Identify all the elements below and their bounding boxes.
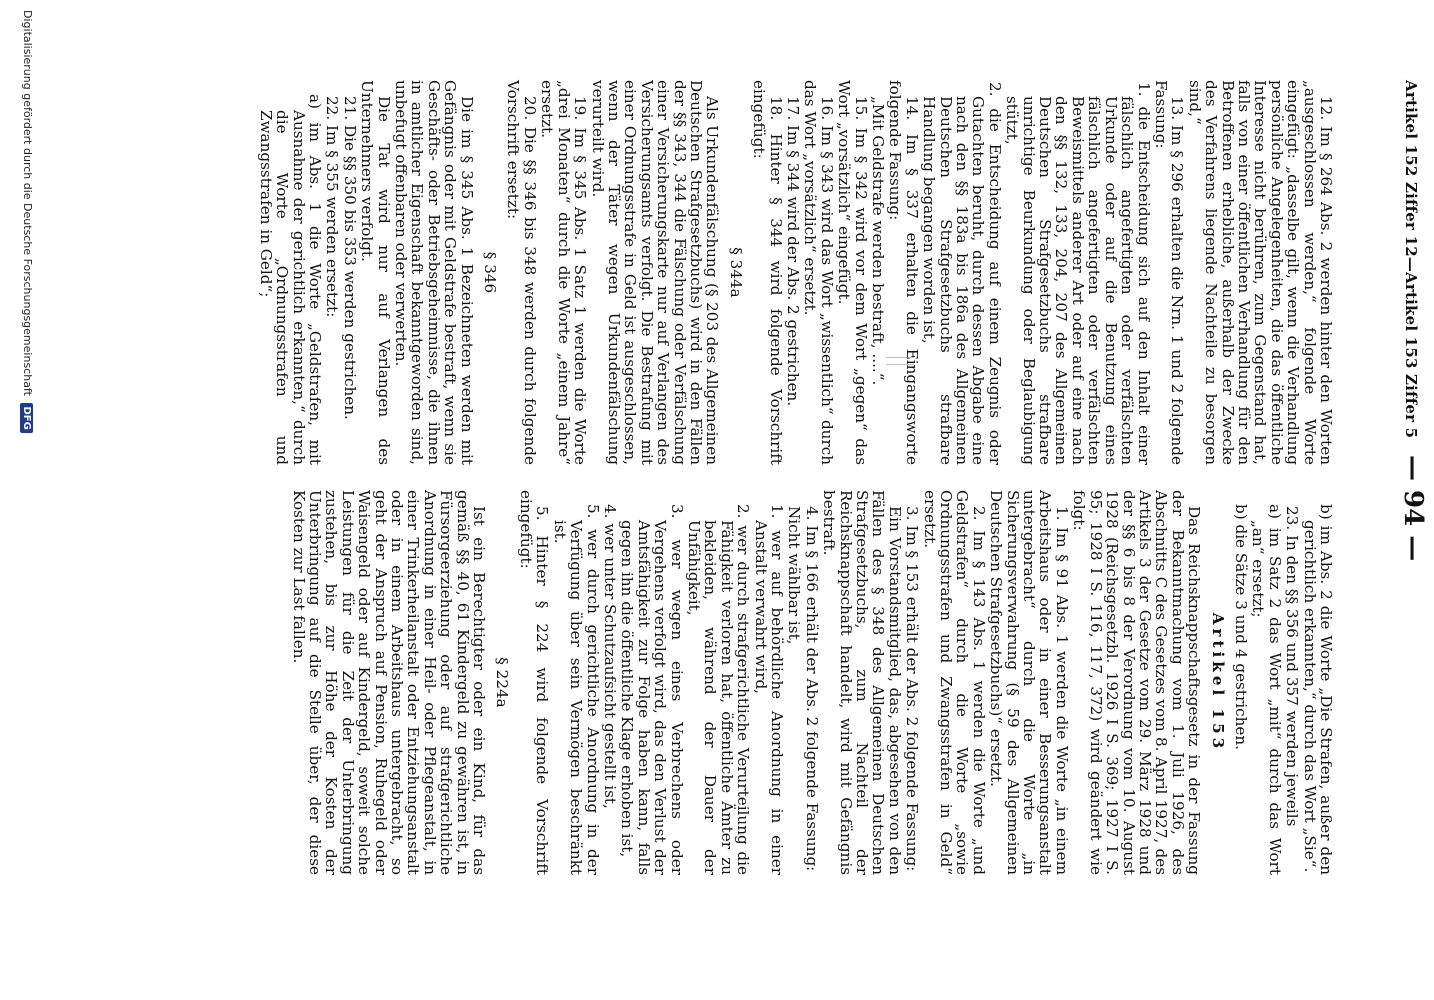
footer-text: Digitalisierung gefördert durch die Deutsche Forschungsgemeinschaft bbox=[21, 10, 34, 396]
running-title: Artikel 152 Ziffer 12—Artikel 153 Ziffer 5 bbox=[1402, 80, 1420, 439]
list-item: 1. die Entscheidung sich auf den Inhalt einer fälschlich angefertigten oder verfälschten Urkunde oder auf die Benutzung eines fälschlich angefertigten oder verfälschten Beweismittels anderer Art oder auf eine nach den §§ 132, 133, 204, 207 des Allgemeinen Deutschen Strafgesetzbuchs strafbare unrichtige Beurkundung oder Beglaubigung stützt, bbox=[1003, 82, 1153, 465]
paragraph: Das Reichsknappschaftsgesetz in der Fassung der Bekanntmachung vom 1. Juli 1926, des Abschnitts C des Gesetzes vom 8. April 1927, des Artikels 3 der Gesetze vom 29. März 1928 und der §§ 6 bis 8 der Verordnung vom 10. August 1928 (Reichsgesetzbl. 1926 I S. 369; 1927 I S. 95; 1928 I S. 116, 117, 372) wird geändert wie folgt: bbox=[1070, 490, 1204, 875]
digitization-footer bbox=[20, 10, 34, 433]
paragraph: Ein Vorstandsmitglied, das, abgesehen von den Fällen des § 348 des Allgemeinen Deutschen Strafgesetzbuchs, zum Nachteil der Reichsknappschaft handelt, wird mit Gefängnis bestraft. bbox=[820, 490, 904, 875]
section-heading: § 346 bbox=[481, 251, 500, 294]
paragraph: 14. Im § 337 erhalten die Eingangsworte folgende Fassung: bbox=[886, 80, 921, 465]
right-column bbox=[289, 490, 1334, 875]
paragraph: 2. Im § 143 Abs. 1 werden die Worte „und Geldstrafen“ durch die Worte „sowie Ordnungsstrafen und Zwangsstrafen in Geld“ ersetzt. bbox=[920, 490, 988, 875]
paragraph: 23. In den §§ 356 und 357 werden jeweils bbox=[1283, 506, 1302, 827]
list-item: 3. wer wegen eines Verbrechens oder Vergehens verfolgt wird, das den Verlust der Amtsfähigkeit zur Folge haben kann, falls gegen ihn die öffentliche Klage erhoben ist, bbox=[618, 504, 686, 875]
dfg-logo: DFG bbox=[20, 403, 33, 432]
left-column bbox=[256, 80, 1334, 465]
paragraph: 13. Im § 296 erhalten die Nrn. 1 und 2 folgende Fassung: bbox=[1151, 80, 1187, 465]
paragraph: 19. Im § 345 Abs. 1 Satz 1 werden die Worte „drei Monaten“ durch die Worte „einem Jahre“ ersetzt. bbox=[538, 80, 590, 465]
article-heading: Artikel 153 bbox=[1208, 612, 1227, 753]
paragraph: Nicht wählbar ist, bbox=[785, 506, 804, 645]
list-item: 5. wer durch gerichtliche Anordnung in der Verfügung über sein Vermögen beschränkt ist. bbox=[550, 504, 602, 875]
paragraph: 20. Die §§ 346 bis 348 werden durch folgende Vorschrift ersetzt: bbox=[504, 80, 539, 465]
paragraph: 22. Im § 355 werden ersetzt: bbox=[323, 96, 342, 318]
list-item: 1. wer auf behördliche Anordnung in einer Anstalt verwahrt wird, bbox=[751, 504, 786, 875]
paragraph: 15. Im § 342 wird vor dem Wort „gegen“ das Wort „vorsätzlich“ eingefügt. bbox=[835, 80, 870, 465]
list-item: a) im Abs. 1 die Worte „Geldstrafen, mit Ausnahme der gerichtlich erkannten,“ durch die Worte „Ordnungsstrafen und Zwangsstrafen in Geld“; bbox=[256, 94, 325, 465]
list-item: 4. wer unter Schutzaufsicht gestellt ist, bbox=[600, 504, 619, 809]
list-item: b) die Sätze 3 und 4 gestrichen. bbox=[1231, 504, 1250, 750]
paragraph: 1. Im § 91 Abs. 1 werden die Worte „in einem Arbeitshaus oder in einer Besserungsanstalt untergebracht“ durch die Worte „in Sicherungsverwahrung (§ 59 des Allgemeinen Deutschen Strafgesetzbuchs)“ ersetzt. bbox=[987, 490, 1071, 875]
scan-mark bbox=[886, 357, 914, 365]
paragraph: „Mit Geldstrafe werden bestraft, ....“. bbox=[869, 96, 888, 386]
paragraph: 21. Die §§ 350 bis 353 werden gestrichen. bbox=[340, 96, 359, 420]
paragraph: Als Urkundenfälschung (§ 203 des Allgemeinen Deutschen Strafgesetzbuchs) wird in den Fällen der §§ 343, 344 die Fälschung oder Verfälschung einer Versicherungskarte nur auf Verlangen des Versicherungsamts verfolgt. Die Bestrafung mit einer Ordnungsstrafe in Geld ist ausgeschlossen, wenn der Täter wegen Urkundenfälschung verurteilt wird. bbox=[588, 80, 722, 465]
paragraph: Die Tat wird nur auf Verlangen des Unternehmers verfolgt. bbox=[358, 80, 393, 465]
paragraph: 17. Im § 344 wird der Abs. 2 gestrichen. bbox=[784, 96, 802, 407]
paragraph: 5. Hinter § 224 wird folgende Vorschrift eingefügt: bbox=[516, 490, 552, 875]
list-item: 2. wer durch strafgerichtliche Verurteilung die Fähigkeit verloren hat, öffentliche Ämter zu bekleiden, während der Dauer der Unfähigkeit, bbox=[684, 504, 753, 875]
list-item: b) im Abs. 2 die Worte „Die Strafen, außer den gerichtlich erkannten,“ durch das Wort „Sie“. bbox=[1300, 504, 1335, 875]
paragraph: 4. Im § 166 erhält der Abs. 2 folgende Fassung: bbox=[802, 506, 821, 872]
paragraph: 3. Im § 153 erhält der Abs. 2 folgende Fassung: bbox=[903, 506, 922, 872]
paragraph: 16. Im § 343 wird das Wort „wissentlich“ durch das Wort „vorsätzlich“ ersetzt. bbox=[801, 80, 836, 465]
list-item: 2. die Entscheidung auf einem Zeugnis oder Gutachten beruht, durch dessen Abgabe eine nach den §§ 183a bis 186a des Allgemeinen Deutschen Strafgesetzbuchs strafbare Handlung begangen worden ist, bbox=[920, 82, 1004, 465]
section-heading: § 344a bbox=[726, 247, 745, 298]
section-heading: § 224a bbox=[493, 657, 512, 708]
paragraph: Ist ein Berechtigter oder ein Kind, für das gemäß §§ 40, 61 Kindergeld zu gewähren ist, in Fürsorgeerziehung oder auf strafgerichtliche Anordnung in einer Heil- oder Pflegeanstalt, in einer Trinkerheilanstalt oder Entziehungsanstalt oder in einem Arbeitshaus untergebracht, so geht der Anspruch auf Pension, Ruhegeld oder Waisengeld oder auf Kindergeld, soweit solche Leistungen für die Zeit der Unterbringung zustehen, bis zur Höhe der Kosten der Unterbringung auf die Stelle über, der diese Kosten zur Last fallen. bbox=[289, 490, 489, 875]
paragraph: 12. Im § 264 Abs. 2 werden hinter den Worten „ausgeschlossen werden,“ folgende Worte eingefügt: „dasselbe gilt, wenn die Verhandlung persönliche Angelegenheiten, die das öffentliche Interesse nicht berühren, zum Gegenstand hat, falls von einer öffentlichen Verhandlung für den Betroffenen erhebliche, außerhalb der Zwecke des Verfahrens liegende Nachteile zu besorgen sind,“ bbox=[1185, 80, 1335, 465]
list-item: a) im Satz 2 das Wort „mit“ durch das Wort „an“ ersetzt; bbox=[1249, 504, 1284, 875]
paragraph: Die im § 345 Abs. 1 Bezeichneten werden mit Gefängnis oder mit Geldstrafe bestraft, wenn sie Geschäfts- oder Betriebsgeheimnisse, die ihnen in amtlicher Eigenschaft bekanntgeworden sind, unbefugt offenbaren oder verwerten. bbox=[392, 80, 476, 465]
page-number: — 94 — bbox=[1398, 455, 1428, 562]
paragraph: 18. Hinter § 344 wird folgende Vorschrift eingefügt: bbox=[750, 80, 785, 465]
